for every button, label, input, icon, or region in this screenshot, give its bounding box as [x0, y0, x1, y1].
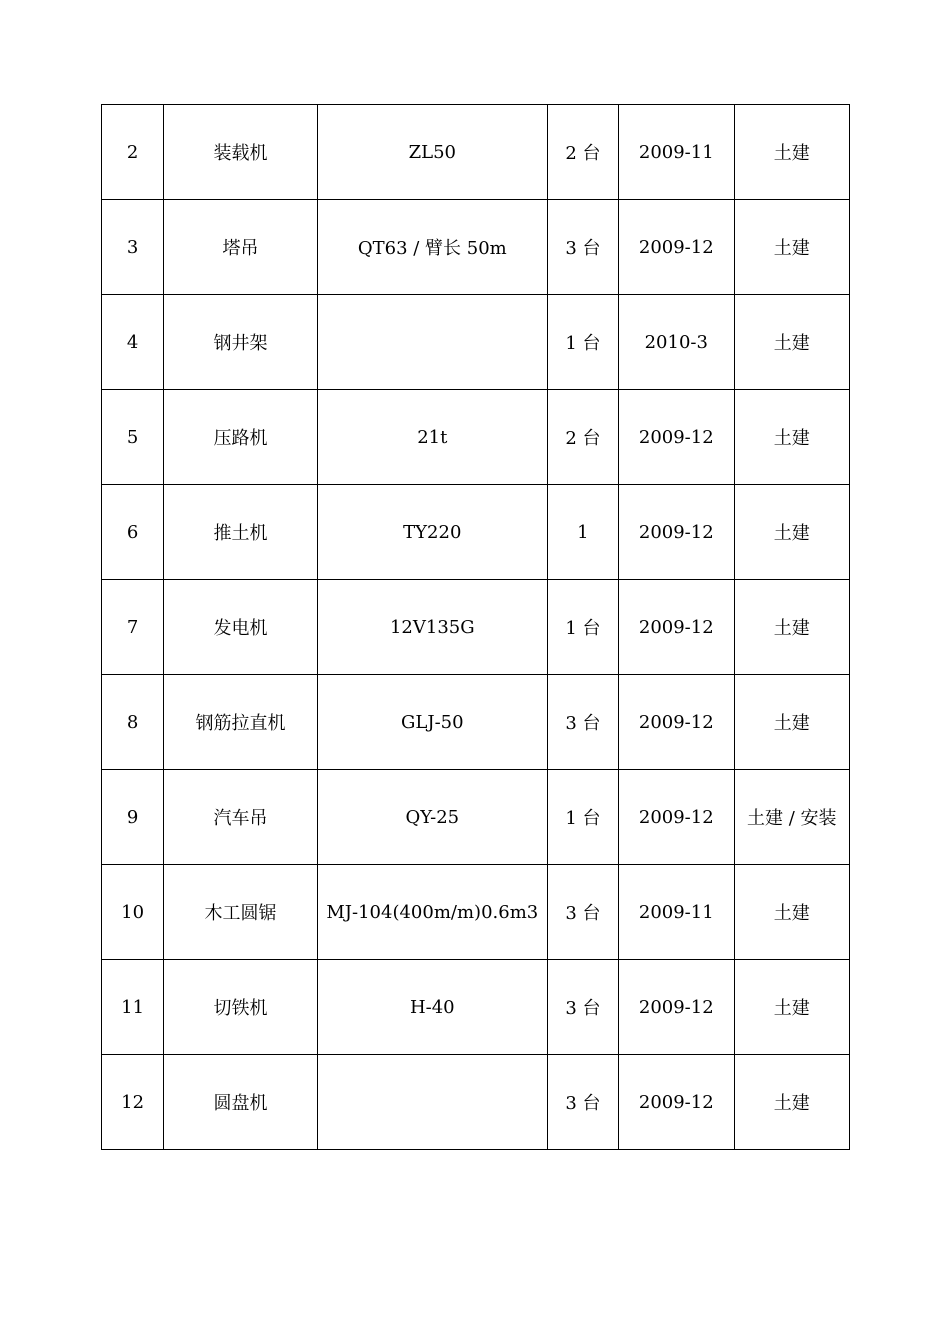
cell-name: 切铁机	[164, 960, 318, 1055]
cell-use: 土建	[734, 960, 850, 1055]
cell-model: QT63 / 臂长 50m	[317, 200, 547, 295]
cell-name: 木工圆锯	[164, 865, 318, 960]
cell-no: 12	[102, 1055, 164, 1150]
cell-date: 2009-12	[619, 675, 734, 770]
cell-use: 土建 / 安装	[734, 770, 850, 865]
cell-date: 2009-12	[619, 1055, 734, 1150]
cell-no: 7	[102, 580, 164, 675]
cell-use: 土建	[734, 1055, 850, 1150]
cell-no: 5	[102, 390, 164, 485]
cell-no: 4	[102, 295, 164, 390]
cell-name: 钢井架	[164, 295, 318, 390]
cell-use: 土建	[734, 485, 850, 580]
cell-model: 12V135G	[317, 580, 547, 675]
cell-qty: 3 台	[547, 865, 618, 960]
cell-date: 2009-12	[619, 580, 734, 675]
table-row	[102, 200, 850, 295]
table-row	[102, 1055, 850, 1150]
cell-model: 21t	[317, 390, 547, 485]
table-row	[102, 580, 850, 675]
cell-no: 8	[102, 675, 164, 770]
cell-use: 土建	[734, 865, 850, 960]
cell-date: 2009-12	[619, 770, 734, 865]
cell-model: ZL50	[317, 105, 547, 200]
cell-no: 9	[102, 770, 164, 865]
cell-no: 11	[102, 960, 164, 1055]
cell-date: 2009-12	[619, 485, 734, 580]
cell-use: 土建	[734, 390, 850, 485]
cell-name: 发电机	[164, 580, 318, 675]
cell-no: 2	[102, 105, 164, 200]
cell-model: H-40	[317, 960, 547, 1055]
cell-no: 10	[102, 865, 164, 960]
cell-no: 6	[102, 485, 164, 580]
cell-name: 推土机	[164, 485, 318, 580]
cell-name: 压路机	[164, 390, 318, 485]
cell-date: 2009-11	[619, 865, 734, 960]
cell-name: 汽车吊	[164, 770, 318, 865]
cell-qty: 3 台	[547, 1055, 618, 1150]
cell-use: 土建	[734, 675, 850, 770]
cell-qty: 3 台	[547, 675, 618, 770]
table-row	[102, 960, 850, 1055]
cell-qty: 2 台	[547, 105, 618, 200]
table-row	[102, 390, 850, 485]
cell-qty: 1 台	[547, 770, 618, 865]
cell-date: 2010-3	[619, 295, 734, 390]
cell-no: 3	[102, 200, 164, 295]
cell-name: 装载机	[164, 105, 318, 200]
cell-date: 2009-12	[619, 960, 734, 1055]
cell-model: TY220	[317, 485, 547, 580]
cell-model: GLJ-50	[317, 675, 547, 770]
equipment-table	[101, 104, 850, 1150]
cell-use: 土建	[734, 580, 850, 675]
cell-model: QY-25	[317, 770, 547, 865]
table-row	[102, 865, 850, 960]
cell-name: 钢筋拉直机	[164, 675, 318, 770]
cell-qty: 1 台	[547, 295, 618, 390]
table-body	[102, 105, 850, 1150]
cell-model	[317, 1055, 547, 1150]
cell-qty: 1	[547, 485, 618, 580]
cell-model	[317, 295, 547, 390]
cell-model: MJ-104(400m/m)0.6m3	[317, 865, 547, 960]
cell-date: 2009-12	[619, 390, 734, 485]
cell-qty: 2 台	[547, 390, 618, 485]
table-row	[102, 105, 850, 200]
cell-name: 圆盘机	[164, 1055, 318, 1150]
table-row	[102, 675, 850, 770]
table-row	[102, 770, 850, 865]
cell-use: 土建	[734, 105, 850, 200]
cell-qty: 3 台	[547, 960, 618, 1055]
cell-use: 土建	[734, 200, 850, 295]
cell-qty: 1 台	[547, 580, 618, 675]
cell-name: 塔吊	[164, 200, 318, 295]
table-row	[102, 485, 850, 580]
cell-use: 土建	[734, 295, 850, 390]
cell-date: 2009-12	[619, 200, 734, 295]
table-row	[102, 295, 850, 390]
cell-qty: 3 台	[547, 200, 618, 295]
cell-date: 2009-11	[619, 105, 734, 200]
